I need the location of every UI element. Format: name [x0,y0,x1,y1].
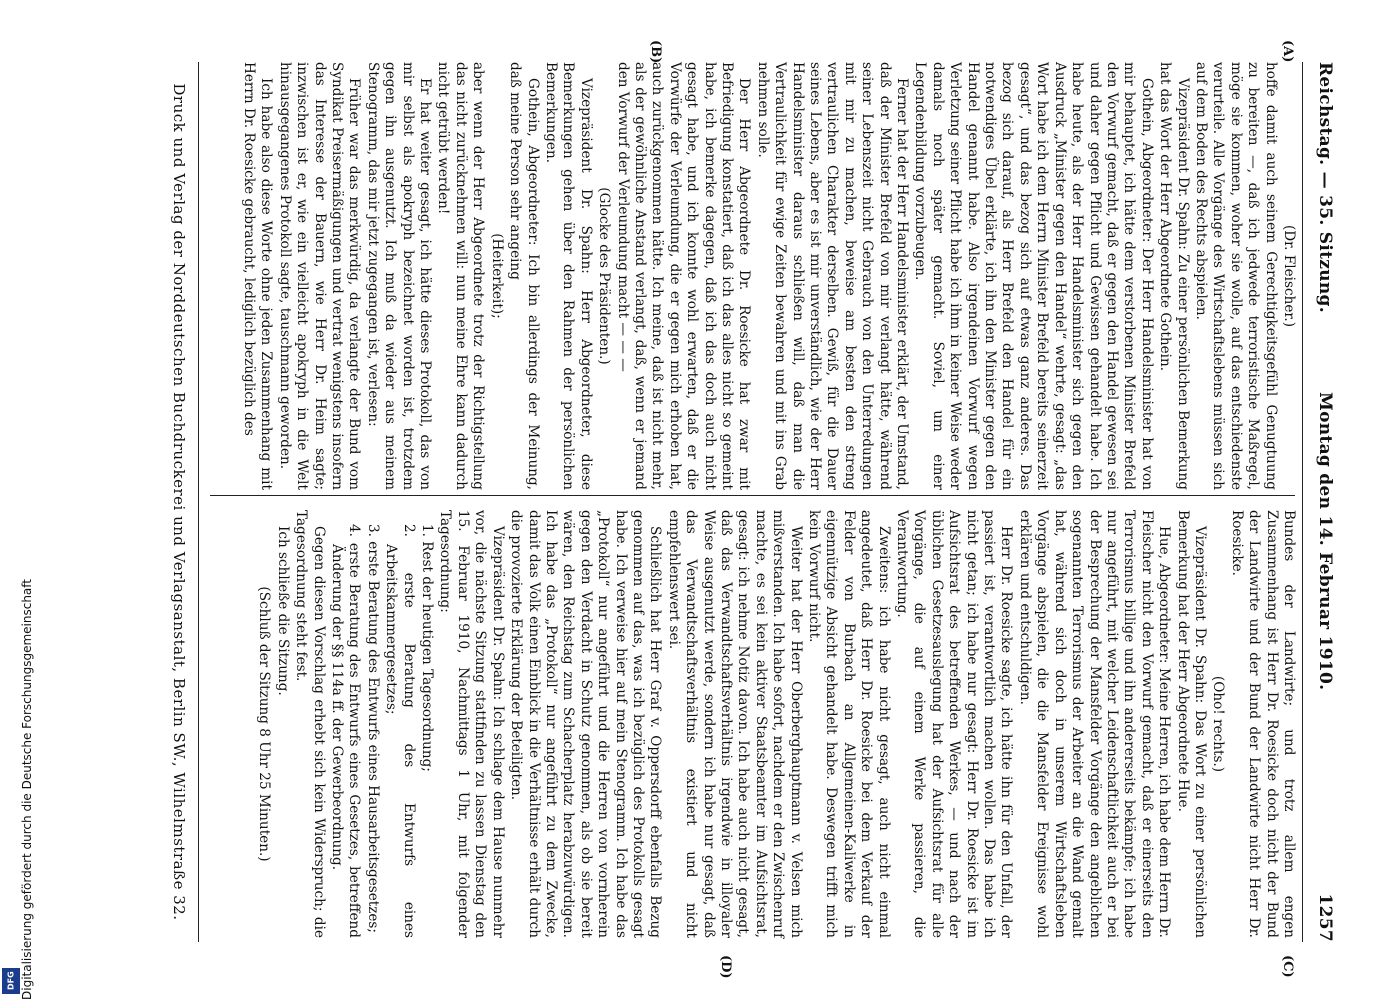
column-divider [210,495,1295,496]
paragraph: Der Herr Abgeordnete Dr. Roesicke hat zwar mit Befriedigung konstatiert, daß ich das alles nicht so gemeint habe, ich bemerke dagegen, daß ich das doch auch nicht gesagt habe, und ich konnte wohl erwarten, daß er die Vorwürfe der Verleumdung, die er gegen mich erhoben hat, auch zurückgenommen hätte. Ich meine, daß ist nicht mehr, als der gewöhnliche Anstand verlangt, daß, wenn er jemand den Vorwurf der Verleumdung macht — — — [614,62,753,490]
printer-imprint: Druck und Verlag der Norddeutschen Buchdruckerei und Verlagsanstalt, Berlin SW., Wilhelmstraße 32. [170,83,188,921]
paragraph: Schließlich hat Herr Graf v. Oppersdorff ebenfalls Bezug genommen auf das, was ich bezüglich des Protokolls gesagt habe. Ich verweise hier auf mein Stenogramm. Ich habe das „Protokoll“ nur angeführt und die Herren von vornherein gegen den Verdacht in Schutz genommen, als ob sie bereit wären, den Reichstag zum Schacherplatz herabzuwürdigen. Ich habe das „Protokoll“ nur angeführt zu dem Zwecke, damit das Volk einen Einblick in die Verhältnisse erhält durch die provozierte Erklärung der Beteiligten. [508,510,664,938]
margin-marker-c: (C) [1280,955,1295,978]
page-number: 1257 [1315,893,1335,942]
paragraph: Zweitens: ich habe nicht gesagt, auch nicht einmal angedeutet, daß Herr Dr. Roesicke bei dem Verkauf der Felder von Burbach an Allgemeinen-Kaliwerke in eigennützige Absicht gehandelt habe. Deswegen trifft mich kein Vorwurf nicht. [806,510,892,938]
right-column [254,510,1297,938]
paragraph: Bundes der Landwirte; und trotz allem engen Zusammenhang ist Herr Dr. Roesicke doch nicht der Bund der Landwirte und der Bund der Landwirte nicht Herr Dr. Roesicke. [1228,510,1297,938]
agenda-item: 2. erste Beratung des Entwurfs eines Arbeitskammergesetzes; [383,524,417,938]
paragraph: Ich habe also diese Worte ohne jeden Zusammenhang mit Herrn Dr. Roesicke gebraucht, lediglich bezüglich des [241,62,275,490]
paragraph: Ferner hat der Herr Handelsminister erklärt, der Umstand, daß der Minister Brefeld von mir verlangt hätte, während seiner Lebenszeit nicht Gebrauch von den Unterredungen mit mir zu machen, beweise am besten den streng vertraulichen Charakter derselben. Gewiß, für die Dauer seines Lebens, aber es ist mir unverständlich, wie der Herr Handelsminister daraus schließen will, daß man die Vertraulichkeit für ewige Zeiten bewahren und mit ins Grab nehmen solle. [754,62,911,490]
paragraph: Vizepräsident Dr. Spahn: Zu einer persönlichen Bemerkung hat das Wort der Herr Abgeordnete Gothein. [1157,62,1191,490]
margin-marker-d: (D) [718,955,733,979]
paragraph: Vizepräsident Dr. Spahn: Herr Abgeordneter, diese Bemerkungen gehen über den Rahmen der persönlichen Bemerkungen. [542,62,594,490]
header-date: Montag den 14. Februar 1910. [1315,392,1335,691]
paragraph: (Dr. Fleischer.) [1281,224,1297,328]
agenda-item: 4. erste Beratung des Entwurfs eines Gesetzes, betreffend Änderung der §§ 114a ff. der Gewerbeordnung. [329,524,363,938]
left-column [239,62,1297,490]
paragraph: Weiter hat der Herr Oberberghauptmann v. Velsen mich mißverstanden. Ich habe sofort, nachdem er den Zwischenruf machte, es sei kein aktiver Staatsbeamter im Aufsichtsrat, gesagt: ich nehme Notiz davon. Ich habe auch nicht gesagt, daß das Verwandtschaftsverhältnis irgendwie in illoyaler Weise ausgenutzt werde, sondern ich habe nur gesagt, daß das Verwandtschaftsverhältnis existiert und nicht empfehlenswert sei. [665,510,804,938]
paragraph: (Schluß der Sitzung 8 Uhr 25 Minuten.) [256,586,273,862]
page-header [1309,62,1335,942]
margin-marker-b: (B) [648,40,663,64]
paragraph: Ich schließe die Sitzung. [274,526,291,696]
agenda-list [328,510,435,938]
paragraph: Früher war das merkwürdig, da verlangte der Bund vom Syndikat Preisermäßigungen und vertrat wenigstens insofern das Interesse der Bauern, wie Herr Dr. Heim sagte; inzwischen ist er, wie ein vielleicht apokryph in die Welt hinausgegangenes Protokoll sagte, tauschmann geworden. [276,62,363,490]
paragraph: hoffe damit auch seinem Gerechtigkeitsgefühl Genugtuung zu bereiten —, daß ich jedwede terroristische Maßregel, möge sie kommen, woher sie wolle, auf das entschiedenste verurteile. Alle Vorgänge des Wirtschaftslebens müssen sich auf dem Boden des Rechts abspielen. [1192,62,1279,490]
paragraph: Vizepräsident Dr. Spahn: Das Wort zu einer persönlichen Bemerkung hat der Herr Abgeordnete Hue. [1174,510,1208,938]
header-rule [1302,62,1303,942]
paragraph: (Oho! rechts.) [1210,675,1227,773]
footer-rule [198,62,199,942]
paragraph: Vizepräsident Dr. Spahn: Ich schlage dem Hause nunmehr vor, die nächste Sitzung stattfinden zu lassen Dienstag den 15. Februar 1910, Nachmittags 1 Uhr, mit folgender Tagesordnung: [437,510,506,938]
paragraph: Gothein, Abgeordneter: Ich bin allerdings der Meinung, daß meine Person sehr angeing [507,62,541,490]
margin-marker-a: (A) [1280,40,1295,63]
paragraph: aber wenn der Herr Abgeordnete trotz der Richtigstellung das nicht zurücknehmen will: nun meine Ehre kann dadurch nicht getrübt werden! [435,62,487,490]
paragraph: Er hat weiter gesagt, ich hätte dieses Protokoll, das von mir selbst als apokryph bezeichnet worden ist, trotzdem gegen ihn ausgenutzt. Ich muß da wieder aus meinem Stenogramm, das mir jetzt zugegangen ist, verlesen: [364,62,434,490]
paragraph: Gothein, Abgeordneter: Der Herr Handelsminister hat von mir behauptet, ich hätte dem verstorbenen Minister Brefeld den Vorwurf gemacht, daß er gegen den Handel gewesen sei und daher gegen Pflicht und Gewissen gehandelt habe. Ich habe heute, als der Herr Handelsminister sich gegen den Ausdruck „Minister gegen den Handel“ wehrte, gesagt: „das Wort habe ich dem Herrn Minister Brefeld bereits seinerzeit gesagt“, und das bezog sich auf etwas ganz anderes. Das bezog sich darauf, als Herr Brefeld den Handel für ein notwendiges Übel erklärte, ich ihn den Minister gegen den Handel genannt habe. Also irgendeinen Vorwurf wegen Verletzung seiner Pflicht habe ich ihm in keiner Weise weder damals noch später gemacht. Soviel, um einer Legendenbildung vorzubeugen. [912,62,1155,490]
paragraph: (Heiterkeit); [488,233,505,319]
agenda-item: 1. Rest der heutigen Tagesordnung; [419,524,436,772]
paragraph: (Glocke des Präsidenten.) [596,187,613,365]
agenda-item: 3. erste Beratung des Entwurfs eines Hausarbeitsgesetzes; [364,524,381,933]
header-left: Reichstag. — 35. Sitzung. [1315,62,1335,313]
paragraph: Hue, Abgeordneter: Meine Herren, ich habe dem Herrn Dr. Fleischer nicht den Vorwurf gemacht, daß er einerseits den Terrorismus billige und ihn andererseits bekämpfe; ich habe nur angeführt, mit welcher Leidenschaftlichkeit auch er bei der Besprechung der Mansfelder Vorgänge den angeblichen sogenannten Terrorismus der Arbeiter an die Wand gemalt hat, während sich doch in unserem Wirtschaftsleben Vorgänge abspielen, die die Mansfelder Ereignisse wohl erklären und entschuldigen. [1016,510,1173,938]
credit-text: Digitalisierung gefördert durch die Deutsche Forschungsgemeinschaft [20,578,34,1000]
dfg-logo: DFG [2,968,20,994]
paragraph: Herr Dr. Roesicke sagte, ich hätte ihn für den Unfall, der passiert ist, verantwortlich machen wollen. Das habe ich nicht getan; ich habe nur gesagt: Herr Dr. Roesicke ist im Aufsichtsrat des betreffenden Werkes, — und nach der üblichen Gesetzesauslegung hat der Aufsichtsrat für alle Vorgänge, die auf einem Werke passieren, die Verantwortung. [894,510,1015,938]
paragraph: Gegen diesen Vorschlag erhebt sich kein Widerspruch; die Tagesordnung steht fest. [293,510,327,938]
